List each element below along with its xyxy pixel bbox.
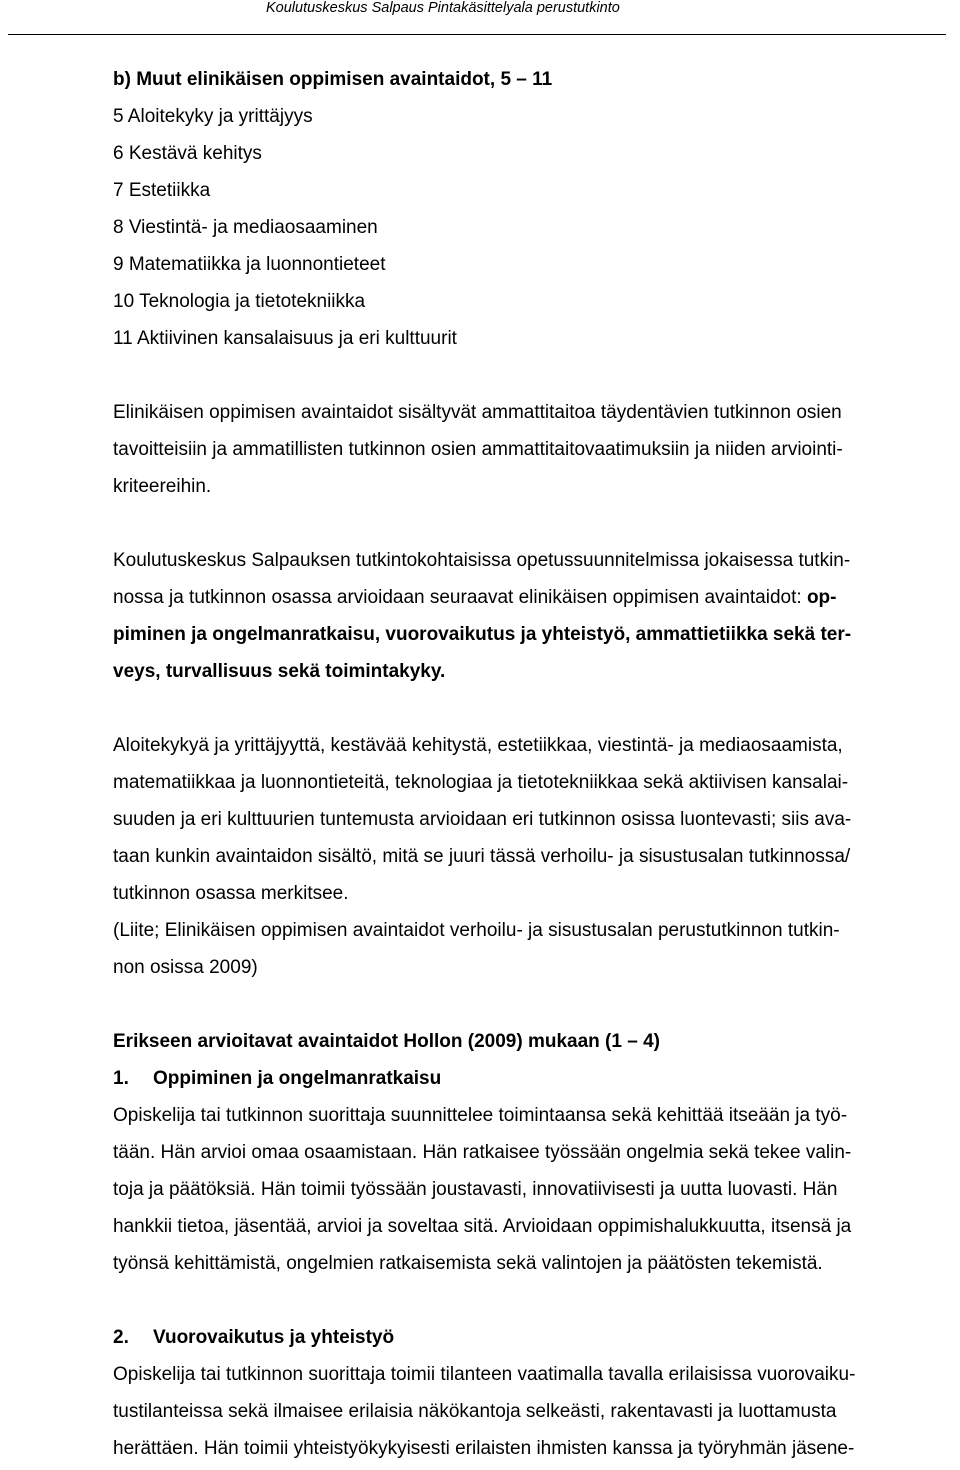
- paragraph-line: Aloitekykyä ja yrittäjyyttä, kestävää kehitystä, estetiikkaa, viestintä- ja mediaosaamista,: [113, 735, 843, 756]
- skill-title: Vuorovaikutus ja yhteistyö: [153, 1327, 395, 1348]
- list-item: 9 Matematiikka ja luonnontieteet: [113, 254, 386, 275]
- skill-heading: [113, 1319, 953, 1356]
- list-item: 11 Aktiivinen kansalaisuus ja eri kulttuurit: [113, 328, 457, 349]
- paragraph-line: tutkinnon osassa merkitsee.: [113, 883, 349, 904]
- skill-section-2: [113, 1319, 953, 1467]
- skill-section-1: [113, 1060, 953, 1282]
- paragraph-key-skills-inclusion: [113, 394, 953, 505]
- paragraph-line: tään. Hän arvioi omaa osaamistaan. Hän ratkaisee työssään ongelmia sekä tekee valin-: [113, 1142, 852, 1163]
- section-separate-heading: Erikseen arvioitavat avaintaidot Hollon (2009) mukaan (1 – 4): [113, 1031, 660, 1052]
- key-skills-list: [113, 98, 953, 357]
- paragraph-bold-text: op-: [806, 587, 837, 608]
- skill-heading: [113, 1060, 953, 1097]
- list-item: 5 Aloitekyky ja yrittäjyys: [113, 106, 313, 127]
- paragraph-line: suuden ja eri kulttuurien tuntemusta arvioidaan eri tutkinnon osissa luontevasti; siis ava-: [113, 809, 852, 830]
- paragraph-line: toja ja päätöksiä. Hän toimii työssään joustavasti, innovatiivisesti ja uutta luovasti. Hän: [113, 1179, 838, 1200]
- paragraph-line: [113, 579, 953, 616]
- paragraph-line: hankkii tietoa, jäsentää, arvioi ja soveltaa sitä. Arvioidaan oppimishalukkuutta, itsensä ja: [113, 1216, 852, 1237]
- paragraph-line: Koulutuskeskus Salpauksen tutkintokohtaisissa opetussuunnitelmissa jokaisessa tutkin-: [113, 550, 851, 571]
- skill-title: Oppiminen ja ongelmanratkaisu: [153, 1068, 442, 1089]
- paragraph-bold-line: veys, turvallisuus sekä toimintakyky.: [113, 661, 446, 682]
- paragraph-line: tavoitteisiin ja ammatillisten tutkinnon osien ammattitaitovaatimuksiin ja niiden arviointi-: [113, 439, 843, 460]
- list-item: 8 Viestintä- ja mediaosaaminen: [113, 217, 378, 238]
- paragraph-bold-line: piminen ja ongelmanratkaisu, vuorovaikutus ja yhteistyö, ammattietiikka sekä ter-: [113, 624, 852, 645]
- paragraph-line: herättäen. Hän toimii yhteistyökykyisesti erilaisten ihmisten kanssa ja työryhmän jäsene-: [113, 1438, 855, 1459]
- list-item: 6 Kestävä kehitys: [113, 143, 262, 164]
- paragraph-line: työnsä kehittämistä, ongelmien ratkaisemista sekä valintojen ja päätösten tekemistä.: [113, 1253, 823, 1274]
- paragraph-line: tustilanteissa sekä ilmaisee erilaisia näkökantoja selkeästi, rakentavasti ja luottamusta: [113, 1401, 837, 1422]
- paragraph-line: non osissa 2009): [113, 957, 258, 978]
- paragraph-text: nossa ja tutkinnon osassa arvioidaan seuraavat elinikäisen oppimisen avaintaidot:: [113, 587, 807, 608]
- header-title: Koulutuskeskus Salpaus Pintakäsittelyala perustutkinto: [266, 0, 620, 16]
- paragraph-line: (Liite; Elinikäisen oppimisen avaintaidot verhoilu- ja sisustusalan perustutkinnon tutkin-: [113, 920, 840, 941]
- paragraph-assessed-skills: [113, 542, 953, 690]
- paragraph-line: Opiskelija tai tutkinnon suorittaja toimii tilanteen vaatimalla tavalla erilaisissa vuorovaiku-: [113, 1364, 856, 1385]
- paragraph-line: matematiikkaa ja luonnontieteitä, teknologiaa ja tietotekniikkaa sekä aktiivisen kansalai-: [113, 772, 849, 793]
- paragraph-line: Opiskelija tai tutkinnon suorittaja suunnittelee toimintaansa sekä kehittää itseään ja työ-: [113, 1105, 848, 1126]
- paragraph-line: kriteereihin.: [113, 476, 212, 497]
- paragraph-line: taan kunkin avaintaidon sisältö, mitä se juuri tässä verhoilu- ja sisustusalan tutkinnossa/: [113, 846, 851, 867]
- paragraph-other-skills: [113, 727, 953, 986]
- paragraph-line: Elinikäisen oppimisen avaintaidot sisältyvät ammattitaitoa täydentävien tutkinnon osien: [113, 402, 842, 423]
- header-divider: [8, 34, 946, 35]
- skill-number: 2.: [113, 1327, 129, 1348]
- skill-number: 1.: [113, 1068, 129, 1089]
- list-item: 7 Estetiikka: [113, 180, 211, 201]
- list-item: 10 Teknologia ja tietotekniikka: [113, 291, 366, 312]
- section-b-heading: b) Muut elinikäisen oppimisen avaintaidot, 5 – 11: [113, 69, 553, 90]
- document-body: [113, 61, 953, 1467]
